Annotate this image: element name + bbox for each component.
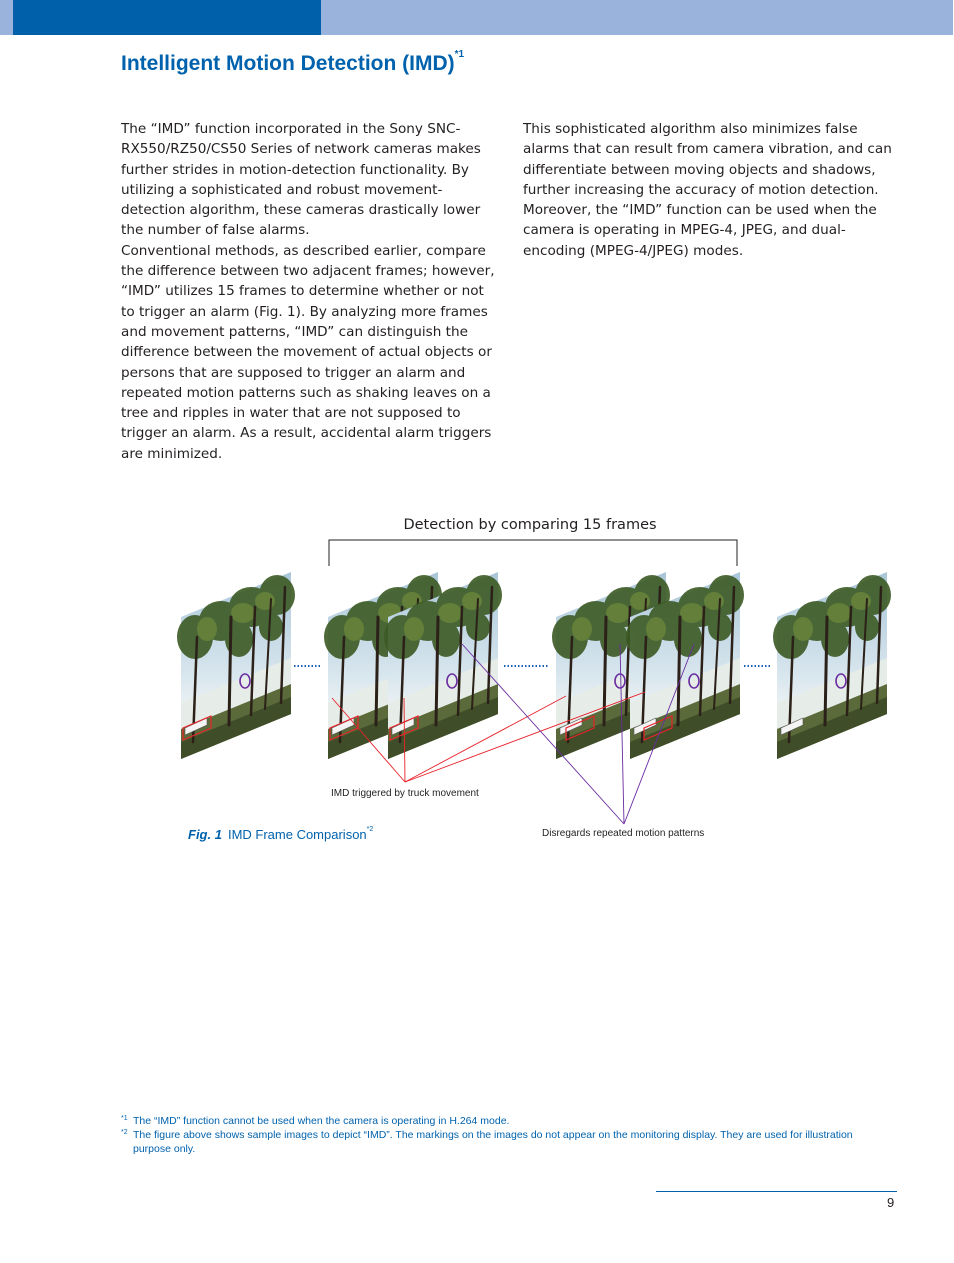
footnote (121, 1128, 881, 1156)
paragraph: Conventional methods, as described earlier, compare the difference between two adjacent frames; however, “IMD” utilizes 15 frames to determine whether or not to trigger an alarm (Fig. 1). By analyzing more frames and movement patterns, “IMD” can distinguish the difference between the movement of actual objects or persons that are supposed to trigger an alarm and repeated motion patterns such as shaking leaves on a tree and ripples in water that are not supposed to trigger an alarm. As a result, accidental alarm triggers are minimized. (121, 242, 495, 462)
figure-number: Fig. 1 (188, 827, 222, 842)
footnote-text: The “IMD” function cannot be used when the camera is operating in H.264 mode. (133, 1115, 510, 1127)
truck-trigger-label: IMD triggered by truck movement (331, 788, 479, 799)
header-band-dark (13, 0, 321, 35)
footnote-mark: *1 (121, 1115, 128, 1122)
frame-diagram (0, 510, 954, 850)
footnotes (121, 1114, 881, 1156)
figure-header: Detection by comparing 15 frames (403, 517, 657, 533)
paragraph: The “IMD” function incorporated in the Sony SNC-RX550/RZ50/CS50 Series of network cameras makes further strides in motion-detection functionality. By utilizing a sophisticated and robust movement-detection algorithm, these cameras drastically lower the number of false alarms. (121, 121, 481, 239)
figure-caption (188, 827, 373, 842)
paragraph: This sophisticated algorithm also minimizes false alarms that can result from camera vibration, and can differentiate between moving objects and shadows, further increasing the accuracy of motion detection. Moreover, the “IMD” function can be used when the camera is operating in MPEG-4, JPEG, and dual-encoding (MPEG-4/JPEG) modes. (523, 121, 892, 259)
title-footnote-mark: *1 (454, 49, 465, 60)
footnote (121, 1114, 881, 1128)
body-column-left (121, 119, 501, 464)
comparison-bracket (329, 540, 737, 566)
page-title (121, 49, 465, 76)
caption-footnote-mark: *2 (366, 826, 374, 833)
page-title-text: Intelligent Motion Detection (IMD) (121, 52, 455, 75)
footnote-mark: *2 (121, 1129, 128, 1136)
figure-imd-frame-comparison (0, 510, 954, 850)
body-column-right (523, 119, 903, 261)
footer-rule (656, 1191, 897, 1192)
repeat-motion-label: Disregards repeated motion patterns (542, 828, 705, 839)
frame-image (773, 572, 891, 759)
figure-caption-text: IMD Frame Comparison (227, 827, 367, 842)
footnote-text: The figure above shows sample images to depict “IMD”. The markings on the images do not appear on the monitoring display. They are used for illustration purpose only. (133, 1129, 853, 1155)
frame-image (177, 572, 295, 759)
page-number: 9 (887, 1195, 895, 1210)
